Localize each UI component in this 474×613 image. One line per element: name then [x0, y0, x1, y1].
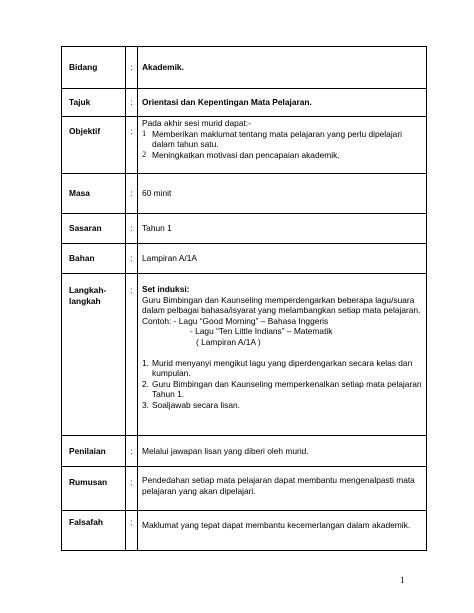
colon: :	[126, 467, 138, 511]
objektif-item-text: Meningkatkan motivasi dan pencapaian akademik.	[152, 149, 340, 160]
set-induksi-paragraph: Guru Bimbingan dan Kaunseling memperdengarkan beberapa lagu/suara dalam pelbagai bahasa/isyarat yang melambangkan setiap mata pelajaran.	[142, 294, 421, 316]
langkah-step	[142, 358, 423, 379]
label-tajuk: Tajuk	[62, 89, 126, 117]
langkah-step	[142, 400, 423, 411]
colon: :	[126, 47, 138, 89]
row-langkah	[62, 274, 427, 436]
objektif-item	[142, 150, 423, 161]
value-tajuk: Orientasi dan Kepentingan Mata Pelajaran.	[138, 89, 427, 117]
colon: :	[126, 511, 138, 551]
colon: :	[126, 274, 138, 436]
row-bahan	[62, 244, 427, 274]
colon: :	[126, 436, 138, 467]
lesson-plan-table	[61, 46, 427, 551]
label-falsafah: Falsafah	[62, 511, 126, 551]
value-bahan: Lampiran A/1A	[138, 244, 427, 274]
objektif-item-number: 2	[142, 149, 147, 159]
page-number: 1	[400, 575, 405, 585]
langkah-step-number: 3.	[142, 399, 149, 410]
langkah-step-text: Murid menyanyi mengikut lagu yang diperdengarkan secara kelas dan kumpulan.	[152, 357, 413, 379]
label-bahan: Bahan	[62, 244, 126, 274]
row-rumusan	[62, 467, 427, 511]
value-sasaran: Tahun 1	[138, 214, 427, 244]
row-falsafah	[62, 511, 427, 551]
label-rumusan: Rumusan	[62, 467, 126, 511]
row-tajuk	[62, 89, 427, 117]
objektif-intro: Pada akhir sesi murid dapat:-	[142, 118, 251, 128]
label-penilaian: Penilaian	[62, 436, 126, 467]
langkah-step-number: 2.	[142, 378, 149, 389]
objektif-item	[142, 129, 423, 150]
value-penilaian: Melalui jawapan lisan yang diberi oleh murid.	[138, 436, 427, 467]
colon: :	[126, 89, 138, 117]
label-langkah: Langkah-langkah	[62, 274, 126, 436]
row-sasaran	[62, 214, 427, 244]
value-rumusan: Pendedahan setiap mata pelajaran dapat membantu mengenalpasti mata pelajaran yang akan dipelajari.	[138, 467, 427, 511]
value-masa: 60 minit	[138, 174, 427, 214]
langkah-step	[142, 379, 423, 400]
colon: :	[126, 117, 138, 174]
row-masa	[62, 174, 427, 214]
label-bidang: Bidang	[62, 47, 126, 89]
row-penilaian	[62, 436, 427, 467]
contoh-line-1: Contoh: - Lagu “Good Morning” – Bahasa Inggeris	[142, 315, 329, 326]
contoh-line-2: - Lagu “Ten Little Indians” – Matematik	[190, 326, 333, 337]
label-masa: Masa	[62, 174, 126, 214]
row-bidang	[62, 47, 427, 89]
langkah-step-number: 1.	[142, 357, 149, 368]
value-bidang: Akademik.	[138, 47, 427, 89]
label-objektif: Objektif	[62, 117, 126, 174]
objektif-item-text: Memberikan maklumat tentang mata pelajaran yang perlu dipelajari dalam tahun satu.	[152, 128, 402, 150]
colon: :	[126, 244, 138, 274]
value-falsafah: Maklumat yang tepat dapat membantu kecemerlangan dalam akademik.	[138, 511, 427, 551]
langkah-step-text: Guru Bimbingan dan Kaunseling memperkenalkan setiap mata pelajaran Tahun 1.	[152, 378, 422, 400]
value-langkah	[138, 274, 427, 436]
row-objektif	[62, 117, 427, 174]
langkah-step-text: Soaljawab secara lisan.	[152, 399, 240, 410]
label-sasaran: Sasaran	[62, 214, 126, 244]
value-objektif	[138, 117, 427, 174]
set-induksi-heading: Set induksi:	[142, 284, 190, 294]
colon: :	[126, 214, 138, 244]
contoh-line-3: ( Lampiran A/1A )	[196, 336, 261, 347]
colon: :	[126, 174, 138, 214]
objektif-item-number: 1	[142, 128, 147, 138]
